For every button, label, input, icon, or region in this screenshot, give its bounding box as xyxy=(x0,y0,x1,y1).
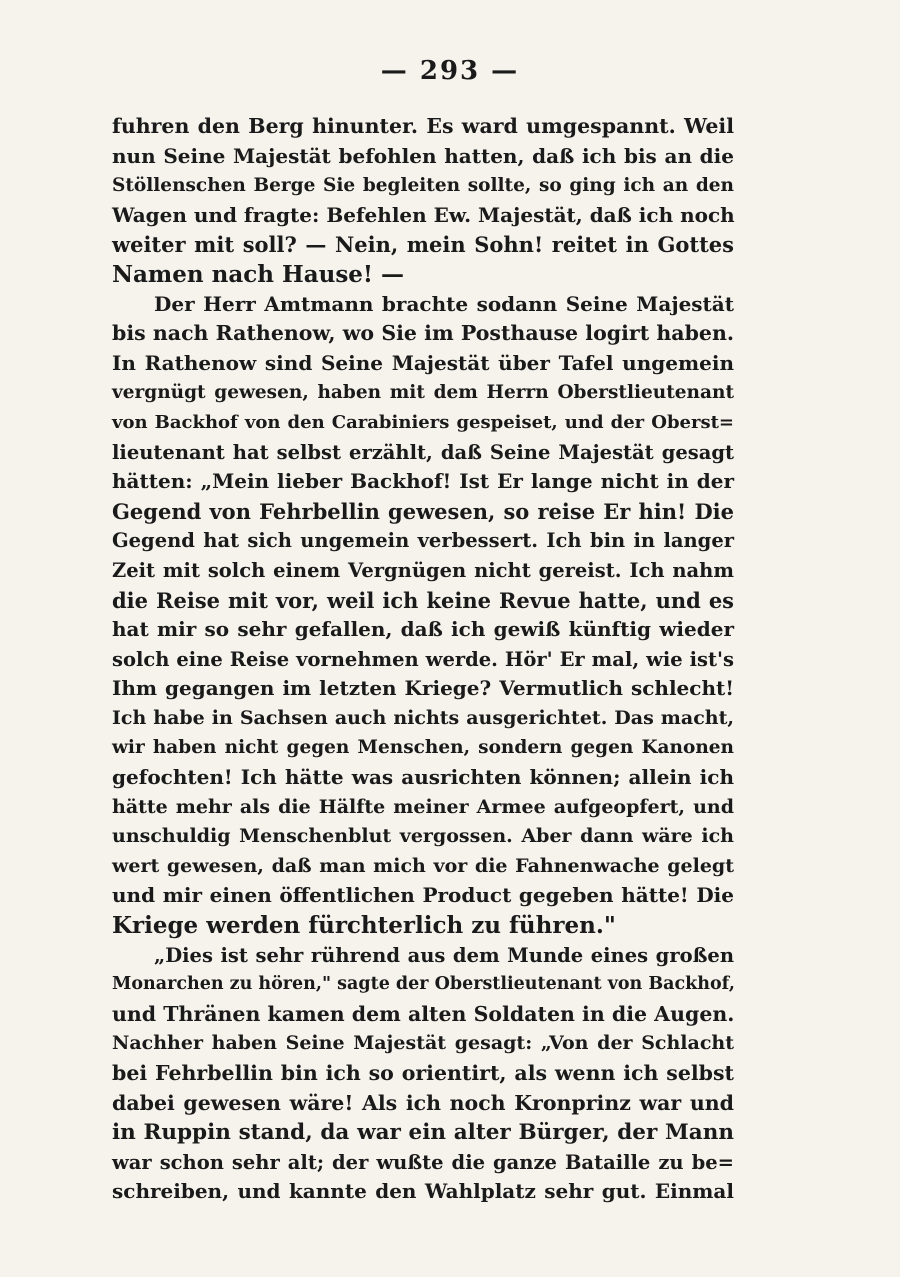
text-line: „Dies ist sehr rührend aus dem Munde eines großen xyxy=(154,943,734,967)
text-line: Gegend von Fehrbellin gewesen, so reise Er hin! Die xyxy=(112,498,734,524)
text-line: Stöllenschen Berge Sie begleiten sollte, so ging ich an den xyxy=(112,175,734,197)
text-line: wert gewesen, daß man mich vor die Fahnenwache gelegt xyxy=(112,854,734,877)
page-number: — 293 — xyxy=(380,56,520,86)
text-line: und Thränen kamen dem alten Soldaten in die Augen. xyxy=(112,1001,735,1026)
text-line: Zeit mit solch einem Vergnügen nicht gereist. Ich nahm xyxy=(112,558,734,582)
text-line: Monarchen zu hören," sagte der Oberstlieutenant von Backhof, xyxy=(112,974,735,995)
text-line: von Backhof von den Carabiniers gespeiset, und der Oberst= xyxy=(112,411,734,433)
text-line: Nachher haben Seine Majestät gesagt: „Von der Schlacht xyxy=(112,1032,734,1055)
text-line: wir haben nicht gegen Menschen, sondern gegen Kanonen xyxy=(112,737,734,759)
text-line: Ihm gegangen im letzten Kriege? Vermutlich schlecht! xyxy=(112,676,734,701)
text-line: nun Seine Majestät befohlen hatten, daß ich bis an die xyxy=(112,143,734,168)
text-line: Kriege werden fürchterlich zu führen." xyxy=(112,912,616,940)
text-line: in Ruppin stand, da war ein alter Bürger, der Mann xyxy=(112,1120,734,1146)
text-line: solch eine Reise vornehmen werde. Hör' Er mal, wie ist's xyxy=(112,647,734,671)
text-line: Ich habe in Sachsen auch nichts ausgerichtet. Das macht, xyxy=(112,706,734,729)
text-line: weiter mit soll? — Nein, mein Sohn! reitet in Gottes xyxy=(112,232,734,258)
text-line: Wagen und fragte: Befehlen Ew. Majestät, daß ich noch xyxy=(112,202,735,227)
body-text xyxy=(112,112,734,1207)
text-line: vergnügt gewesen, haben mit dem Herrn Oberstlieutenant xyxy=(112,382,734,404)
text-line: und mir einen öffentlichen Product gegeben hätte! Die xyxy=(112,883,734,908)
text-line: lieutenant hat selbst erzählt, daß Seine Majestät gesagt xyxy=(112,440,734,464)
text-line: gefochten! Ich hätte was ausrichten können; allein ich xyxy=(112,765,734,790)
text-line: Gegend hat sich ungemein verbessert. Ich bin in langer xyxy=(112,529,734,553)
text-line: hätte mehr als die Hälfte meiner Armee aufgeopfert, und xyxy=(112,795,734,818)
text-line: Namen nach Hause! — xyxy=(112,260,405,288)
text-line: fuhren den Berg hinunter. Es ward umgespannt. Weil xyxy=(112,114,734,138)
text-line: war schon sehr alt; der wußte die ganze Bataille zu be= xyxy=(112,1150,734,1174)
text-line: die Reise mit vor, weil ich keine Revue hatte, und es xyxy=(112,587,734,613)
text-line: schreiben, und kannte den Wahlplatz sehr gut. Einmal xyxy=(112,1179,734,1204)
text-line: bis nach Rathenow, wo Sie im Posthause logirt haben. xyxy=(112,321,734,346)
text-line: dabei gewesen wäre! Als ich noch Kronprinz war und xyxy=(112,1090,734,1115)
text-line: hat mir so sehr gefallen, daß ich gewiß künftig wieder xyxy=(112,617,734,642)
text-line: Der Herr Amtmann brachte sodann Seine Majestät xyxy=(154,291,734,316)
text-line: bei Fehrbellin bin ich so orientirt, als wenn ich selbst xyxy=(112,1061,734,1085)
text-line: In Rathenow sind Seine Majestät über Tafel ungemein xyxy=(112,350,734,375)
text-line: unschuldig Menschenblut vergossen. Aber dann wäre ich xyxy=(112,825,734,848)
text-line: hätten: „Mein lieber Backhof! Ist Er lange nicht in der xyxy=(112,469,734,494)
